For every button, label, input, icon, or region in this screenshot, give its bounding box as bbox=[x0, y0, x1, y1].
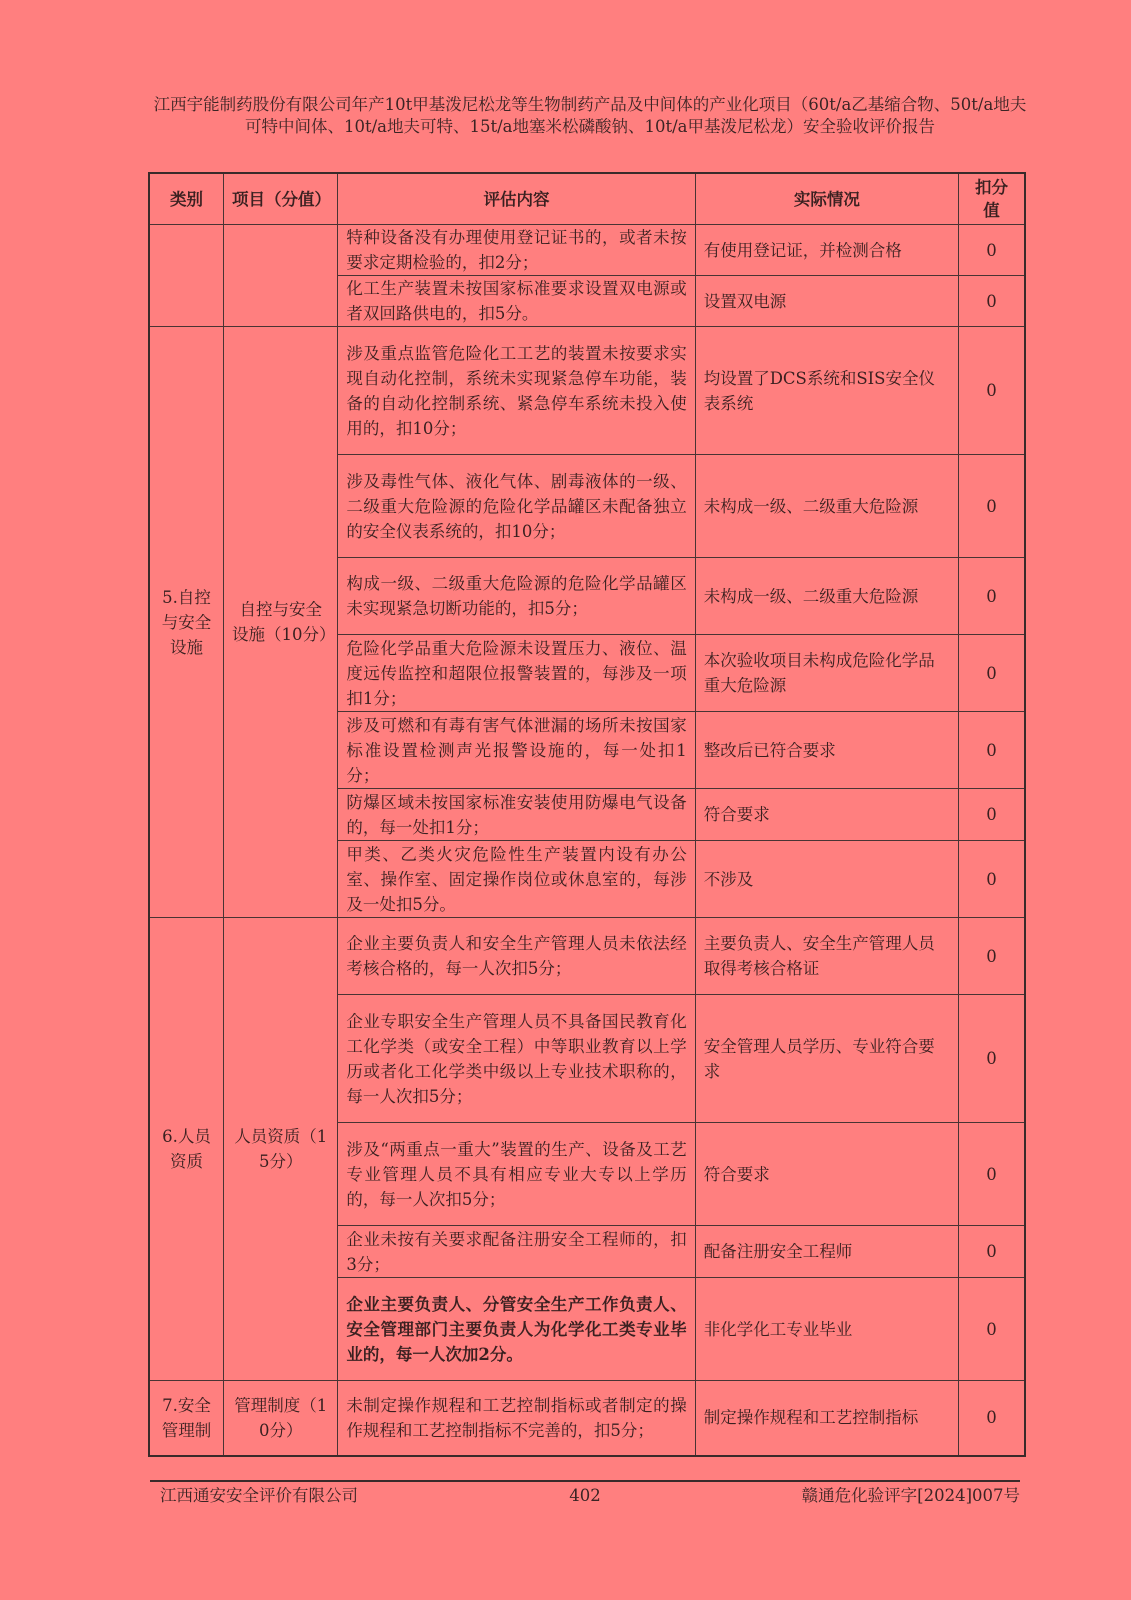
actual-cell: 非化学化工专业毕业 bbox=[695, 1278, 958, 1381]
actual-cell: 不涉及 bbox=[695, 841, 958, 918]
content-cell-bonus: 企业主要负责人、分管安全生产工作负责人、安全管理部门主要负责人为化学化工类专业毕业的，每一人次加2分。 bbox=[338, 1278, 695, 1381]
report-title: 江西宇能制药股份有限公司年产10t甲基泼尼松龙等生物制药产品及中间体的产业化项目（60t/a乙基缩合物、50t/a地夫可特中间体、10t/a地夫可特、15t/a地塞米松磷酸钠、10t/a甲基泼尼松龙）安全验收评价报告 bbox=[153, 95, 1027, 136]
header-deduction: 扣分值 bbox=[959, 173, 1025, 225]
content-cell: 涉及重点监管危险化工工艺的装置未按要求实现自动化控制，系统未实现紧急停车功能，装备的自动化控制系统、紧急停车系统未投入使用的，扣10分； bbox=[338, 327, 695, 455]
score-cell: 0 bbox=[959, 712, 1025, 789]
actual-cell: 主要负责人、安全生产管理人员取得考核合格证 bbox=[695, 918, 958, 995]
score-cell: 0 bbox=[959, 327, 1025, 455]
score-cell: 0 bbox=[959, 635, 1025, 712]
content-cell: 企业未按有关要求配备注册安全工程师的，扣3分； bbox=[338, 1226, 695, 1278]
content-cell: 涉及毒性气体、液化气体、剧毒液体的一级、二级重大危险源的危险化学品罐区未配备独立的安全仪表系统的，扣10分； bbox=[338, 455, 695, 558]
page-header bbox=[150, 94, 1030, 138]
content-cell: 未制定操作规程和工艺控制指标或者制定的操作规程和工艺控制指标不完善的，扣5分； bbox=[338, 1381, 695, 1456]
content-cell: 防爆区域未按国家标准安装使用防爆电气设备的，每一处扣1分； bbox=[338, 789, 695, 841]
actual-cell: 设置双电源 bbox=[695, 276, 958, 327]
content-cell: 甲类、乙类火灾危险性生产装置内设有办公室、操作室、固定操作岗位或休息室的，每涉及一处扣5分。 bbox=[338, 841, 695, 918]
actual-cell: 符合要求 bbox=[695, 1123, 958, 1226]
content-cell: 化工生产装置未按国家标准要求设置双电源或者双回路供电的，扣5分。 bbox=[338, 276, 695, 327]
actual-cell: 安全管理人员学历、专业符合要求 bbox=[695, 995, 958, 1123]
evaluation-table bbox=[148, 172, 1026, 1457]
table-row bbox=[149, 225, 1025, 276]
category-cell: 6.人员资质 bbox=[149, 918, 224, 1381]
actual-cell: 未构成一级、二级重大危险源 bbox=[695, 558, 958, 635]
score-cell: 0 bbox=[959, 789, 1025, 841]
category-cell: 5.自控与安全设施 bbox=[149, 327, 224, 918]
actual-cell: 整改后已符合要求 bbox=[695, 712, 958, 789]
score-cell: 0 bbox=[959, 1278, 1025, 1381]
score-cell: 0 bbox=[959, 276, 1025, 327]
item-cell: 人员资质（15分） bbox=[224, 918, 338, 1381]
header-category: 类别 bbox=[149, 173, 224, 225]
actual-cell: 本次验收项目未构成危险化学品重大危险源 bbox=[695, 635, 958, 712]
score-cell: 0 bbox=[959, 558, 1025, 635]
content-cell: 涉及可燃和有毒有害气体泄漏的场所未按国家标准设置检测声光报警设施的，每一处扣1分； bbox=[338, 712, 695, 789]
content-cell: 特种设备没有办理使用登记证书的，或者未按要求定期检验的，扣2分； bbox=[338, 225, 695, 276]
actual-cell: 配备注册安全工程师 bbox=[695, 1226, 958, 1278]
footer-doc-number: 赣通危化验评字[2024]007号 bbox=[801, 1486, 1020, 1505]
content-cell: 企业主要负责人和安全生产管理人员未依法经考核合格的，每一人次扣5分； bbox=[338, 918, 695, 995]
score-cell: 0 bbox=[959, 1226, 1025, 1278]
content-cell: 企业专职安全生产管理人员不具备国民教育化工化学类（或安全工程）中等职业教育以上学历或者化工化学类中级以上专业技术职称的，每一人次扣5分； bbox=[338, 995, 695, 1123]
category-cell: 7.安全管理制 bbox=[149, 1381, 224, 1456]
score-cell: 0 bbox=[959, 918, 1025, 995]
category-cell-empty bbox=[149, 225, 224, 327]
actual-cell: 符合要求 bbox=[695, 789, 958, 841]
header-item: 项目（分值） bbox=[224, 173, 338, 225]
footer-page-number: 402 bbox=[569, 1486, 601, 1505]
score-cell: 0 bbox=[959, 995, 1025, 1123]
item-cell: 管理制度（10分） bbox=[224, 1381, 338, 1456]
score-cell: 0 bbox=[959, 841, 1025, 918]
content-cell: 构成一级、二级重大危险源的危险化学品罐区未实现紧急切断功能的，扣5分； bbox=[338, 558, 695, 635]
score-cell: 0 bbox=[959, 455, 1025, 558]
score-cell: 0 bbox=[959, 1123, 1025, 1226]
table-row bbox=[149, 327, 1025, 455]
score-cell: 0 bbox=[959, 225, 1025, 276]
actual-cell: 未构成一级、二级重大危险源 bbox=[695, 455, 958, 558]
actual-cell: 有使用登记证，并检测合格 bbox=[695, 225, 958, 276]
page-footer bbox=[150, 1480, 1020, 1510]
header-content: 评估内容 bbox=[338, 173, 695, 225]
item-cell-empty bbox=[224, 225, 338, 327]
content-cell: 危险化学品重大危险源未设置压力、液位、温度远传监控和超限位报警装置的，每涉及一项扣1分； bbox=[338, 635, 695, 712]
footer-company: 江西通安安全评价有限公司 bbox=[160, 1486, 358, 1505]
actual-cell: 制定操作规程和工艺控制指标 bbox=[695, 1381, 958, 1456]
item-cell: 自控与安全设施（10分） bbox=[224, 327, 338, 918]
content-cell: 涉及“两重点一重大”装置的生产、设备及工艺专业管理人员不具有相应专业大专以上学历的，每一人次扣5分； bbox=[338, 1123, 695, 1226]
actual-cell: 均设置了DCS系统和SIS安全仪表系统 bbox=[695, 327, 958, 455]
table-header-row bbox=[149, 173, 1025, 225]
table-row bbox=[149, 1381, 1025, 1456]
table-row bbox=[149, 918, 1025, 995]
header-actual: 实际情况 bbox=[695, 173, 958, 225]
score-cell: 0 bbox=[959, 1381, 1025, 1456]
